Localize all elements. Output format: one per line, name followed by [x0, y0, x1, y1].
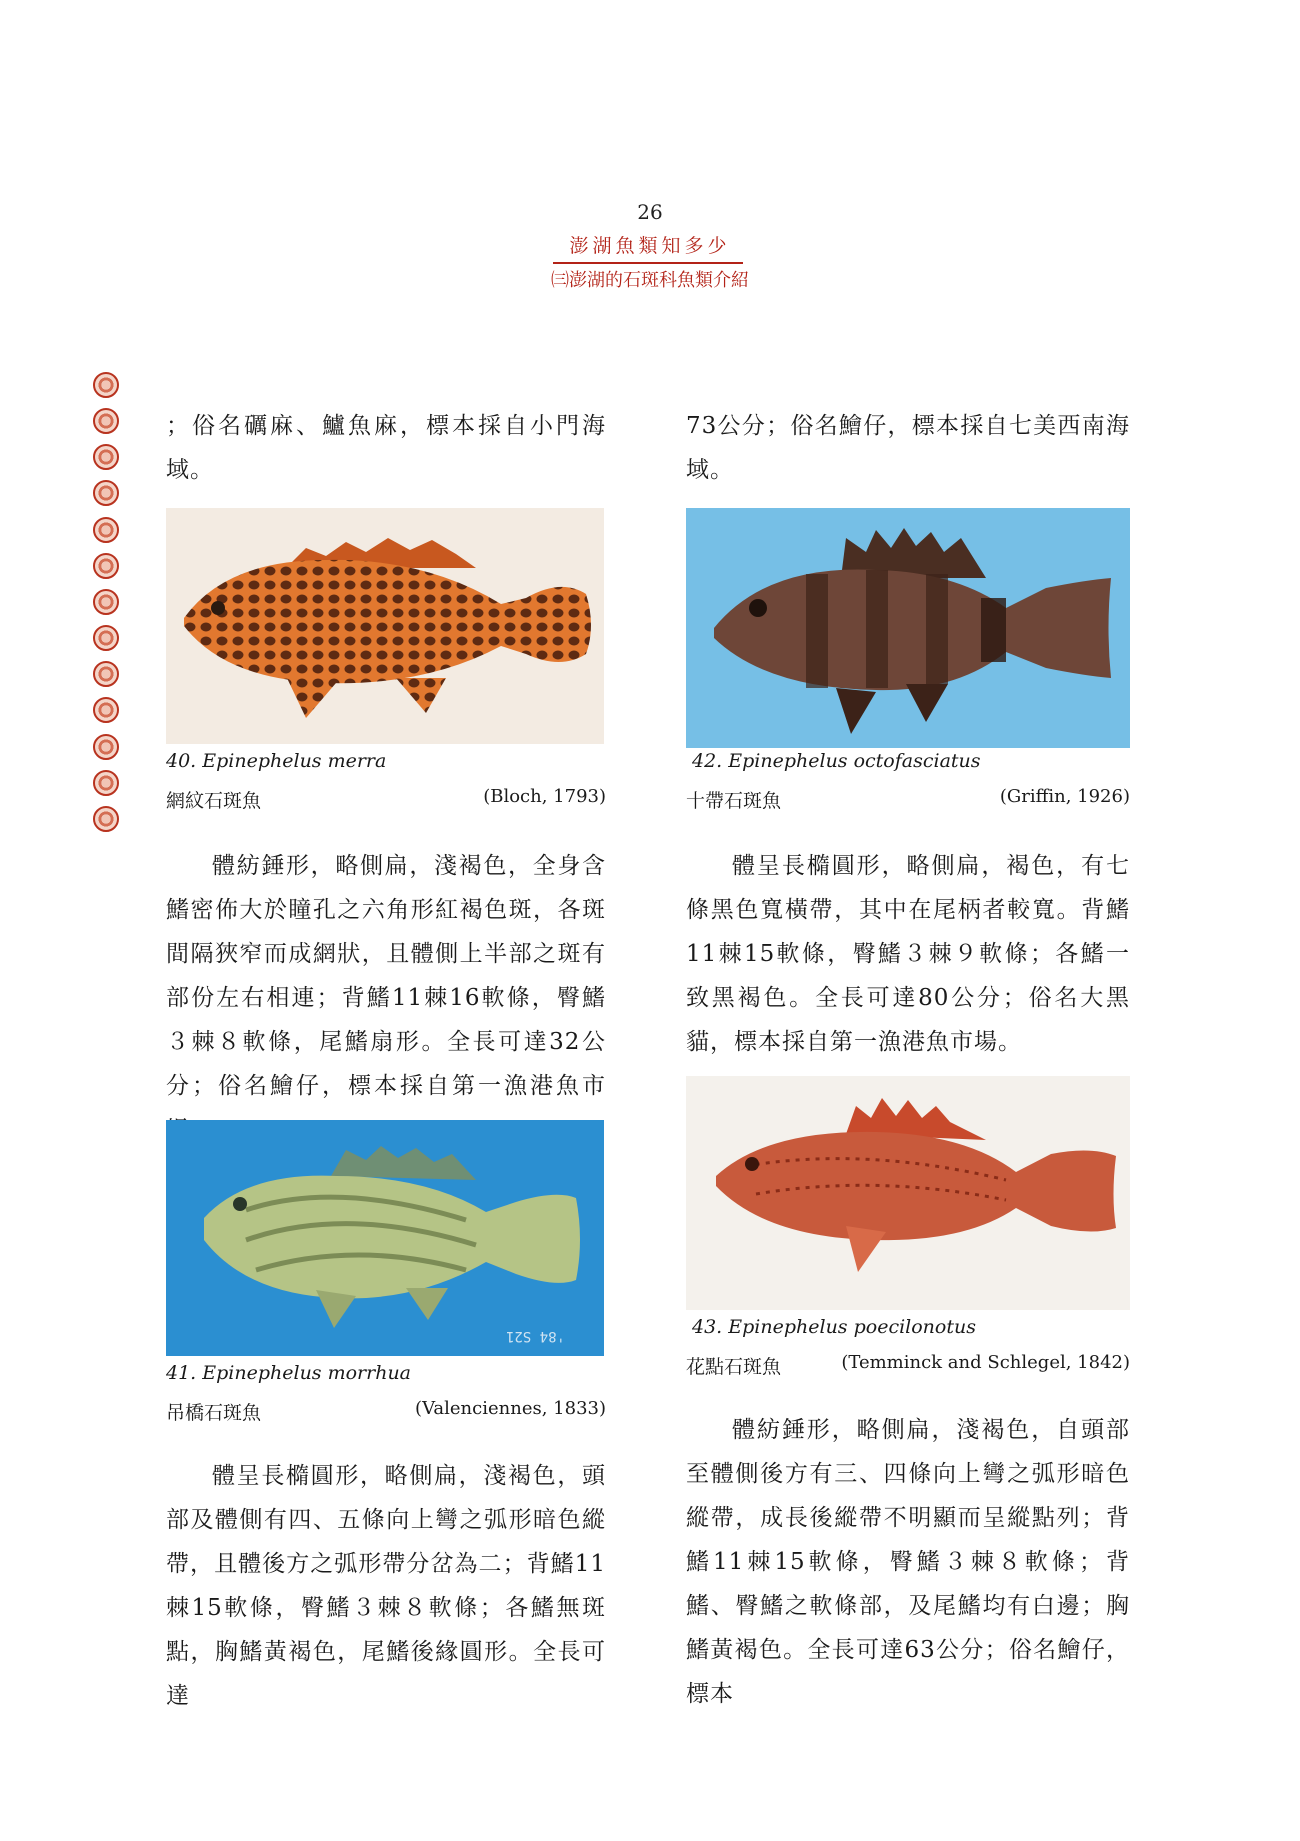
page-number: 26	[637, 200, 663, 224]
seal-ornament	[93, 589, 119, 615]
seal-ornament	[93, 806, 119, 832]
seal-ornament	[93, 444, 119, 470]
header-divider	[553, 262, 743, 264]
left-intro-text: ；俗名礪麻、鱸魚麻，標本採自小門海域。	[166, 413, 606, 483]
photo-epinephelus-merra	[166, 508, 604, 744]
species-42-common-name: 十帶石斑魚	[686, 790, 782, 812]
chapter-title: ㈢澎湖的石斑科魚類介紹	[551, 270, 749, 291]
specimen-label: '84 S21	[506, 1328, 566, 1344]
book-title: 澎湖魚類知多少	[569, 235, 731, 257]
right-intro-text: 73公分；俗名鱠仔，標本採自七美西南海域。	[686, 413, 1130, 483]
species-42-author: (Griffin, 1926)	[999, 786, 1130, 807]
species-43-description: 體紡錘形，略側扁，淺褐色，自頭部至體側後方有三、四條向上彎之弧形暗色縱帶，成長後縱帶不明顯而呈縱點列；背鰭11棘15軟條，臀鰭３棘８軟條；背鰭、臀鰭之軟條部，及尾鰭均有白邊；胸鰭黃褐色。全長可達63公分；俗名鱠仔，標本	[686, 1417, 1130, 1707]
seal-ornament	[93, 661, 119, 687]
seal-ornament	[93, 517, 119, 543]
species-41-caption: 41. Epinephelus morrhua	[166, 1362, 412, 1384]
seal-ornament	[93, 770, 119, 796]
seal-ornament	[93, 372, 119, 398]
seal-ornament	[93, 697, 119, 723]
species-43-caption: 43. Epinephelus poecilonotus	[692, 1316, 976, 1338]
species-42-caption: 42. Epinephelus octofasciatus	[692, 750, 981, 772]
seal-ornament	[93, 625, 119, 651]
decorative-seal-column	[78, 372, 134, 832]
species-40-author: (Bloch, 1793)	[483, 786, 606, 807]
photo-epinephelus-poecilonotus	[686, 1076, 1130, 1310]
seal-ornament	[93, 734, 119, 760]
seal-ornament	[93, 480, 119, 506]
species-40-description: 體紡錘形，略側扁，淺褐色，全身含鰭密佈大於瞳孔之六角形紅褐色斑，各斑間隔狹窄而成網狀，且體側上半部之斑有部份左右相連；背鰭11棘16軟條，臀鰭３棘８軟條，尾鰭扇形。全長可達32公分；俗名鱠仔，標本採自第一漁港魚市	[166, 853, 606, 1099]
seal-ornament	[93, 408, 119, 434]
species-43-common-name: 花點石斑魚	[686, 1356, 782, 1378]
species-42-description: 體呈長橢圓形，略側扁，褐色，有七條黑色寬橫帶，其中在尾柄者較寬。背鰭11棘15軟條，臀鰭３棘９軟條；各鰭一致黑褐色。全長可達80公分；俗名大黑貓，標本採自第一漁港魚市場。	[686, 853, 1130, 1055]
species-40-caption: 40. Epinephelus merra	[166, 750, 387, 772]
species-41-common-name: 吊橋石斑魚	[166, 1402, 262, 1424]
species-41-description: 體呈長橢圓形，略側扁，淺褐色，頭部及體側有四、五條向上彎之弧形暗色縱帶，且體後方之弧形帶分岔為二；背鰭11棘15軟條，臀鰭３棘８軟條；各鰭無斑點，胸鰭黃褐色，尾鰭後緣圓形。全長可達	[166, 1463, 606, 1709]
photo-epinephelus-octofasciatus	[686, 508, 1130, 748]
species-40-common-name: 網紋石斑魚	[166, 790, 262, 812]
species-43-author: (Temminck and Schlegel, 1842)	[841, 1352, 1130, 1373]
photo-epinephelus-morrhua	[166, 1120, 604, 1356]
seal-ornament	[93, 553, 119, 579]
species-41-author: (Valenciennes, 1833)	[415, 1398, 606, 1419]
